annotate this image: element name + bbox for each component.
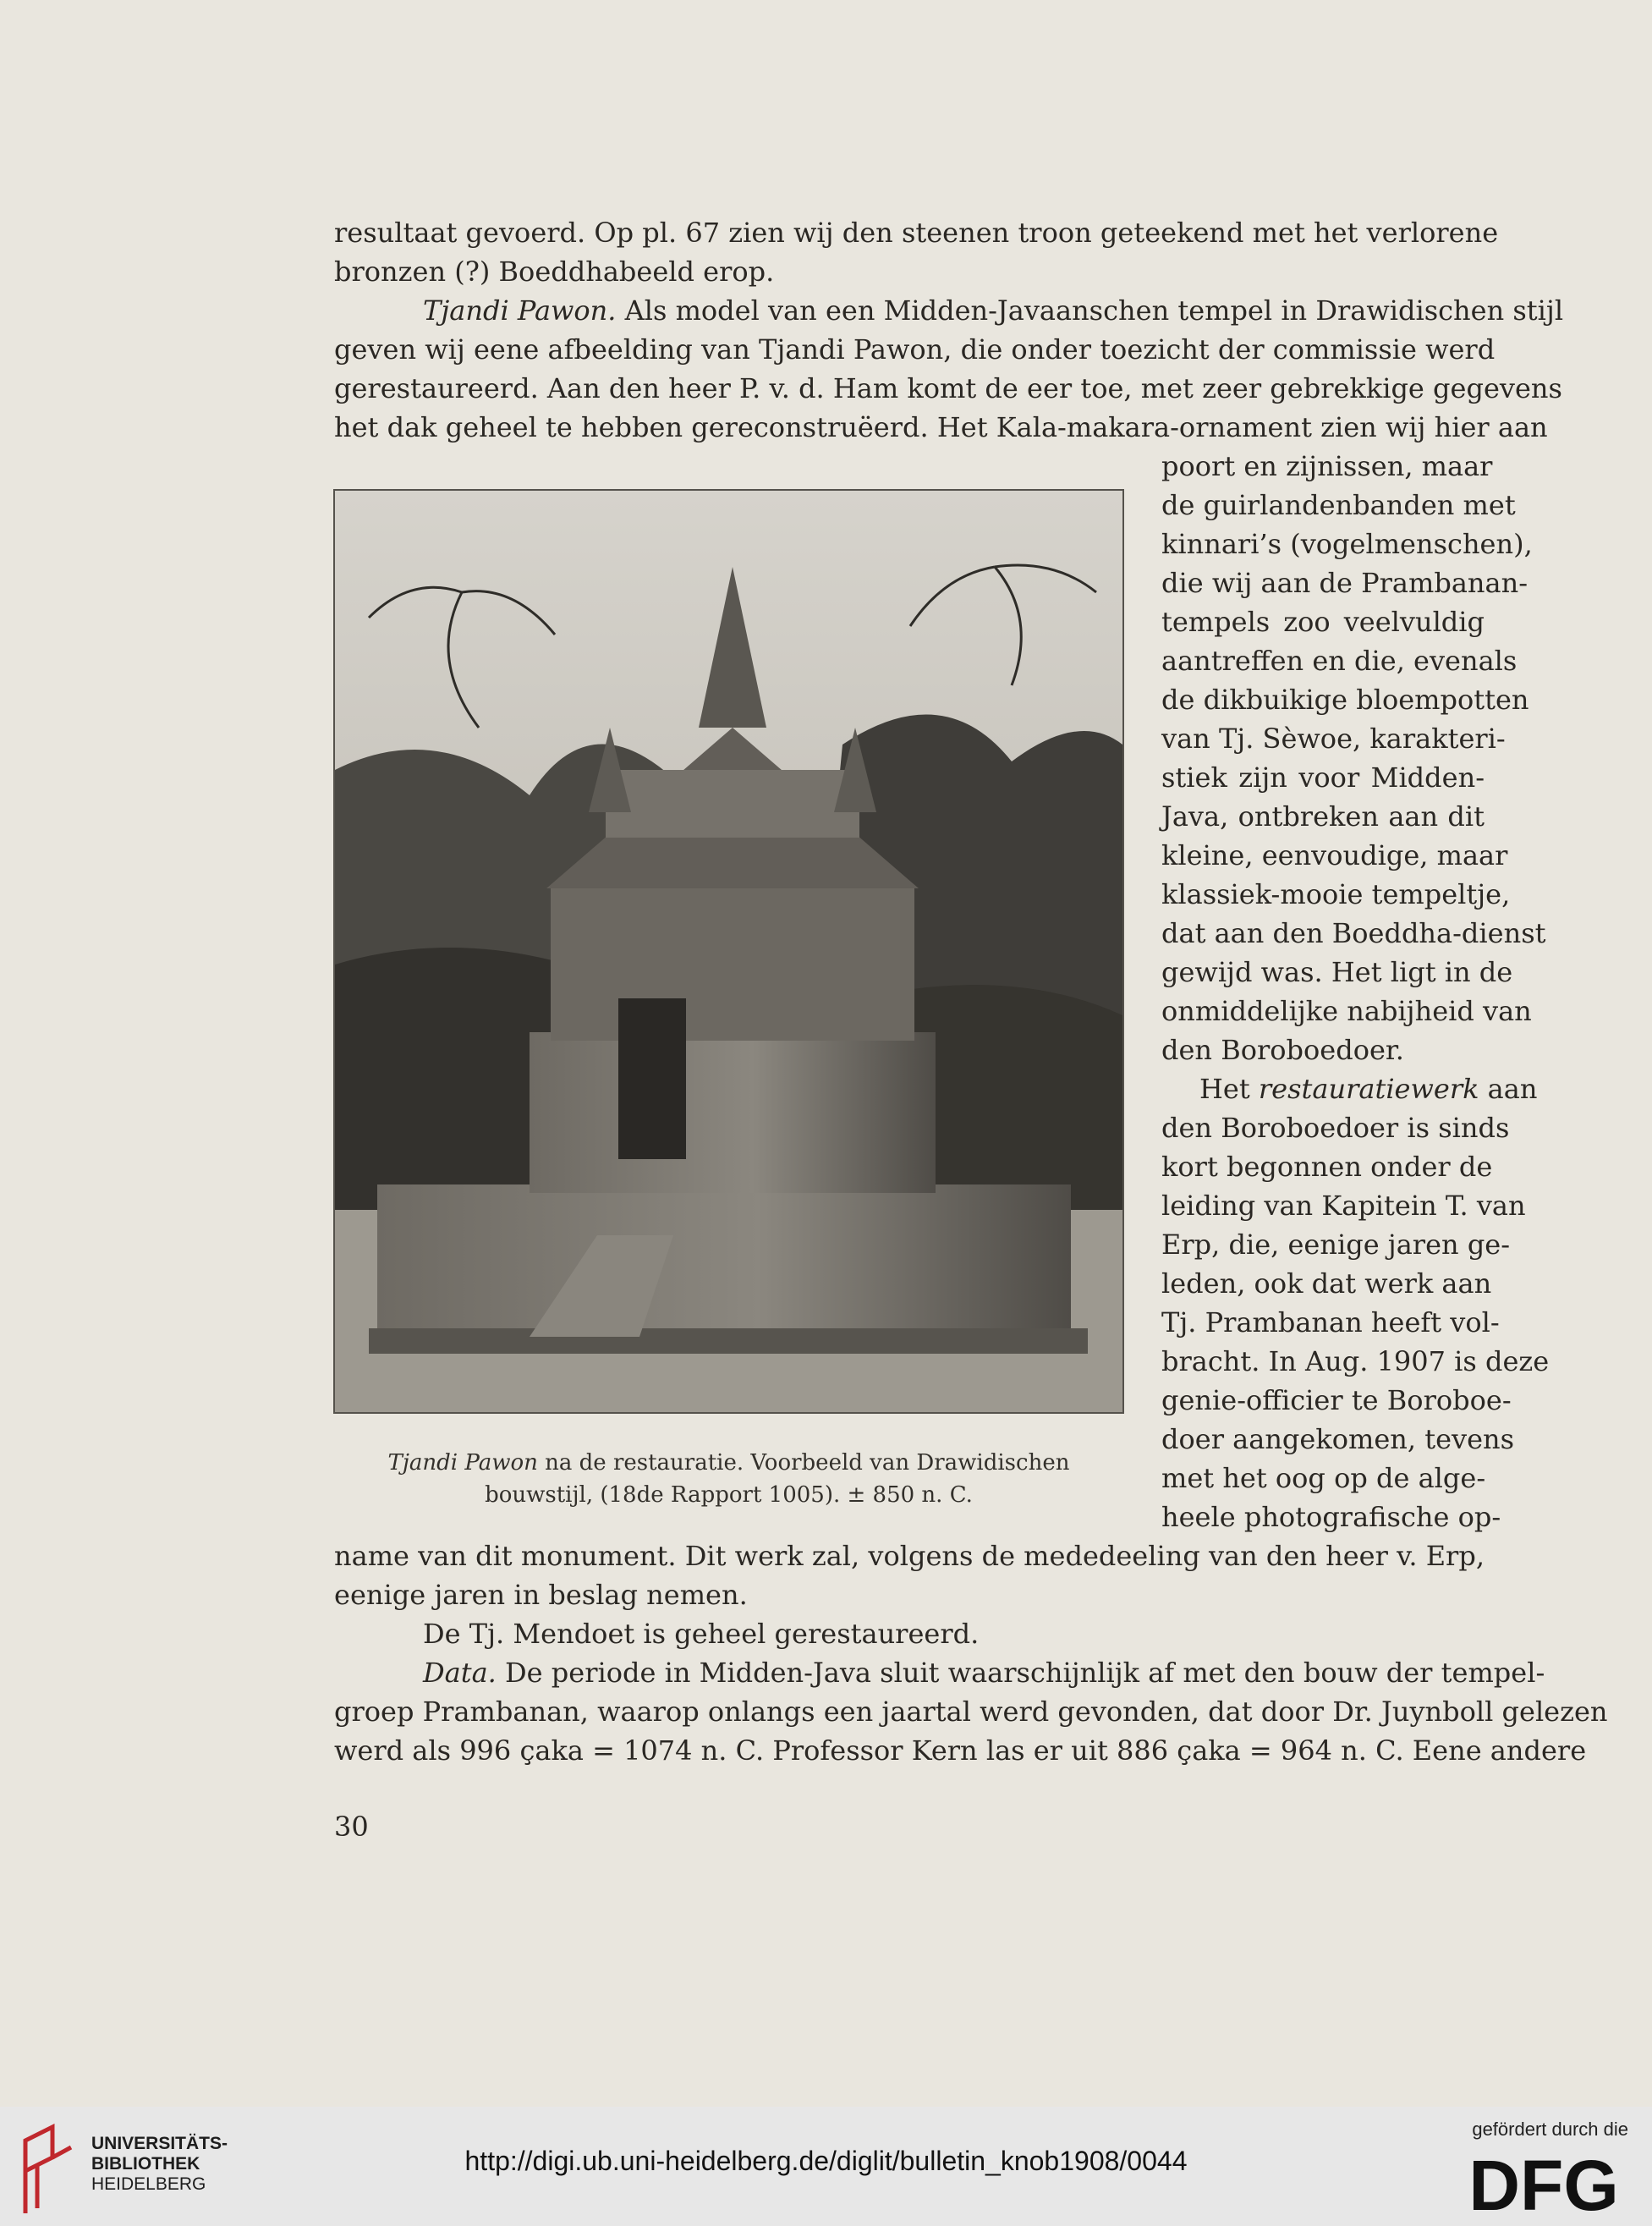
temple-photograph [333, 489, 1124, 1414]
figure-caption-line2: bouwstijl, (18de Rapport 1005). ± 850 n. C. [485, 1482, 973, 1508]
library-name-line: UNIVERSITÄTS- [91, 2134, 228, 2153]
text-line: Erp, die, eenige jaren ge- [1161, 1228, 1511, 1261]
text-line: stiek zijn voor Midden- [1161, 761, 1485, 794]
page-number: 30 [334, 1811, 369, 1843]
text-line: die wij aan de Prambanan- [1161, 567, 1528, 599]
text-line: kinnari’s (vogelmenschen), [1161, 528, 1533, 560]
footer-bar [0, 2107, 1652, 2226]
permalink-url[interactable]: http://digi.ub.uni-heidelberg.de/diglit/bulletin_knob1908/0044 [464, 2146, 1188, 2176]
text-line: bracht. In Aug. 1907 is deze [1161, 1345, 1550, 1377]
text-line: klassiek-mooie tempeltje, [1161, 878, 1511, 910]
text-line: eenige jaren in beslag nemen. [334, 1579, 748, 1611]
text-span: Als model van een Midden-Javaanschen tempel in Drawidischen stijl [624, 294, 1564, 327]
text-span: Het [1199, 1073, 1250, 1105]
text-line: heele photografische op- [1161, 1501, 1501, 1533]
library-name-line: BIBLIOTHEK [91, 2154, 200, 2174]
text-line: geven wij eene afbeelding van Tjandi Pawon, die onder toezicht der commissie werd [334, 333, 1496, 366]
text-line: de guirlandenbanden met [1161, 489, 1516, 521]
text-line: gewijd was. Het ligt in de [1161, 956, 1513, 988]
caption-title: Tjandi Pawon [387, 1450, 538, 1476]
text-line: name van dit monument. Dit werk zal, volgens de mededeeling van den heer v. Erp, [334, 1540, 1485, 1572]
text-line: doer aangekomen, tevens [1161, 1423, 1515, 1455]
text-line [1161, 1069, 1538, 1108]
funding-label: gefördert durch die [1472, 2119, 1628, 2140]
text-line: werd als 996 çaka = 1074 n. C. Professor Kern las er uit 886 çaka = 964 n. C. Eene andere [334, 1734, 1587, 1767]
section-heading-data: Data. [423, 1657, 497, 1689]
term-restauratiewerk: restauratiewerk [1258, 1073, 1479, 1105]
text-line: groep Prambanan, waarop onlangs een jaartal werd gevonden, dat door Dr. Juynboll gelezen [334, 1696, 1608, 1728]
library-name-line: HEIDELBERG [91, 2174, 206, 2194]
figure-caption [333, 1447, 1124, 1479]
text-line: gerestaureerd. Aan den heer P. v. d. Ham komt de eer toe, met zeer gebrekkige gegevens [334, 372, 1562, 404]
text-line: de dikbuikige bloempotten [1161, 684, 1529, 716]
text-line: kleine, eenvoudige, maar [1161, 839, 1508, 871]
text-line: leden, ook dat werk aan [1161, 1267, 1492, 1300]
text-line: genie-officier te Boroboe- [1161, 1384, 1512, 1416]
text-span: aan [1487, 1073, 1538, 1105]
text-line: met het oog op de alge- [1161, 1462, 1486, 1494]
text-line [334, 291, 1564, 330]
text-line: kort begonnen onder de [1161, 1151, 1493, 1183]
temple-image [335, 491, 1122, 1412]
text-line: poort en zijnissen, maar [1161, 450, 1493, 482]
text-line: De Tj. Mendoet is geheel gerestaureerd. [423, 1618, 980, 1650]
text-line: Tj. Prambanan heeft vol- [1161, 1306, 1500, 1338]
text-line [334, 1653, 1545, 1692]
text-line: bronzen (?) Boeddhabeeld erop. [334, 256, 775, 288]
text-line: resultaat gevoerd. Op pl. 67 zien wij den steenen troon geteekend met het verlorene [334, 217, 1499, 249]
text-line: Java, ontbreken aan dit [1161, 800, 1485, 833]
text-span: De periode in Midden-Java sluit waarschijnlijk af met den bouw der tempel- [505, 1657, 1545, 1689]
text-line: aantreffen en die, evenals [1161, 645, 1518, 677]
text-line: onmiddelijke nabijheid van [1161, 995, 1532, 1027]
text-line: den Boroboedoer. [1161, 1034, 1404, 1066]
dfg-logo-text: DFG [1468, 2149, 1619, 2217]
text-line: den Boroboedoer is sinds [1161, 1112, 1510, 1144]
text-line: leiding van Kapitein T. van [1161, 1190, 1526, 1222]
caption-text: na de restauratie. Voorbeeld van Drawidischen [545, 1450, 1070, 1476]
text-line: het dak geheel te hebben gereconstruëerd. Het Kala-makara-ornament zien wij hier aan [334, 411, 1548, 443]
section-heading-tjandi-pawon: Tjandi Pawon. [423, 294, 617, 327]
text-line: van Tj. Sèwoe, karakteri- [1161, 723, 1506, 755]
text-line: dat aan den Boeddha-dienst [1161, 917, 1546, 949]
dfg-logo-icon [1459, 2149, 1628, 2217]
text-line: tempels zoo veelvuldig [1161, 606, 1485, 638]
